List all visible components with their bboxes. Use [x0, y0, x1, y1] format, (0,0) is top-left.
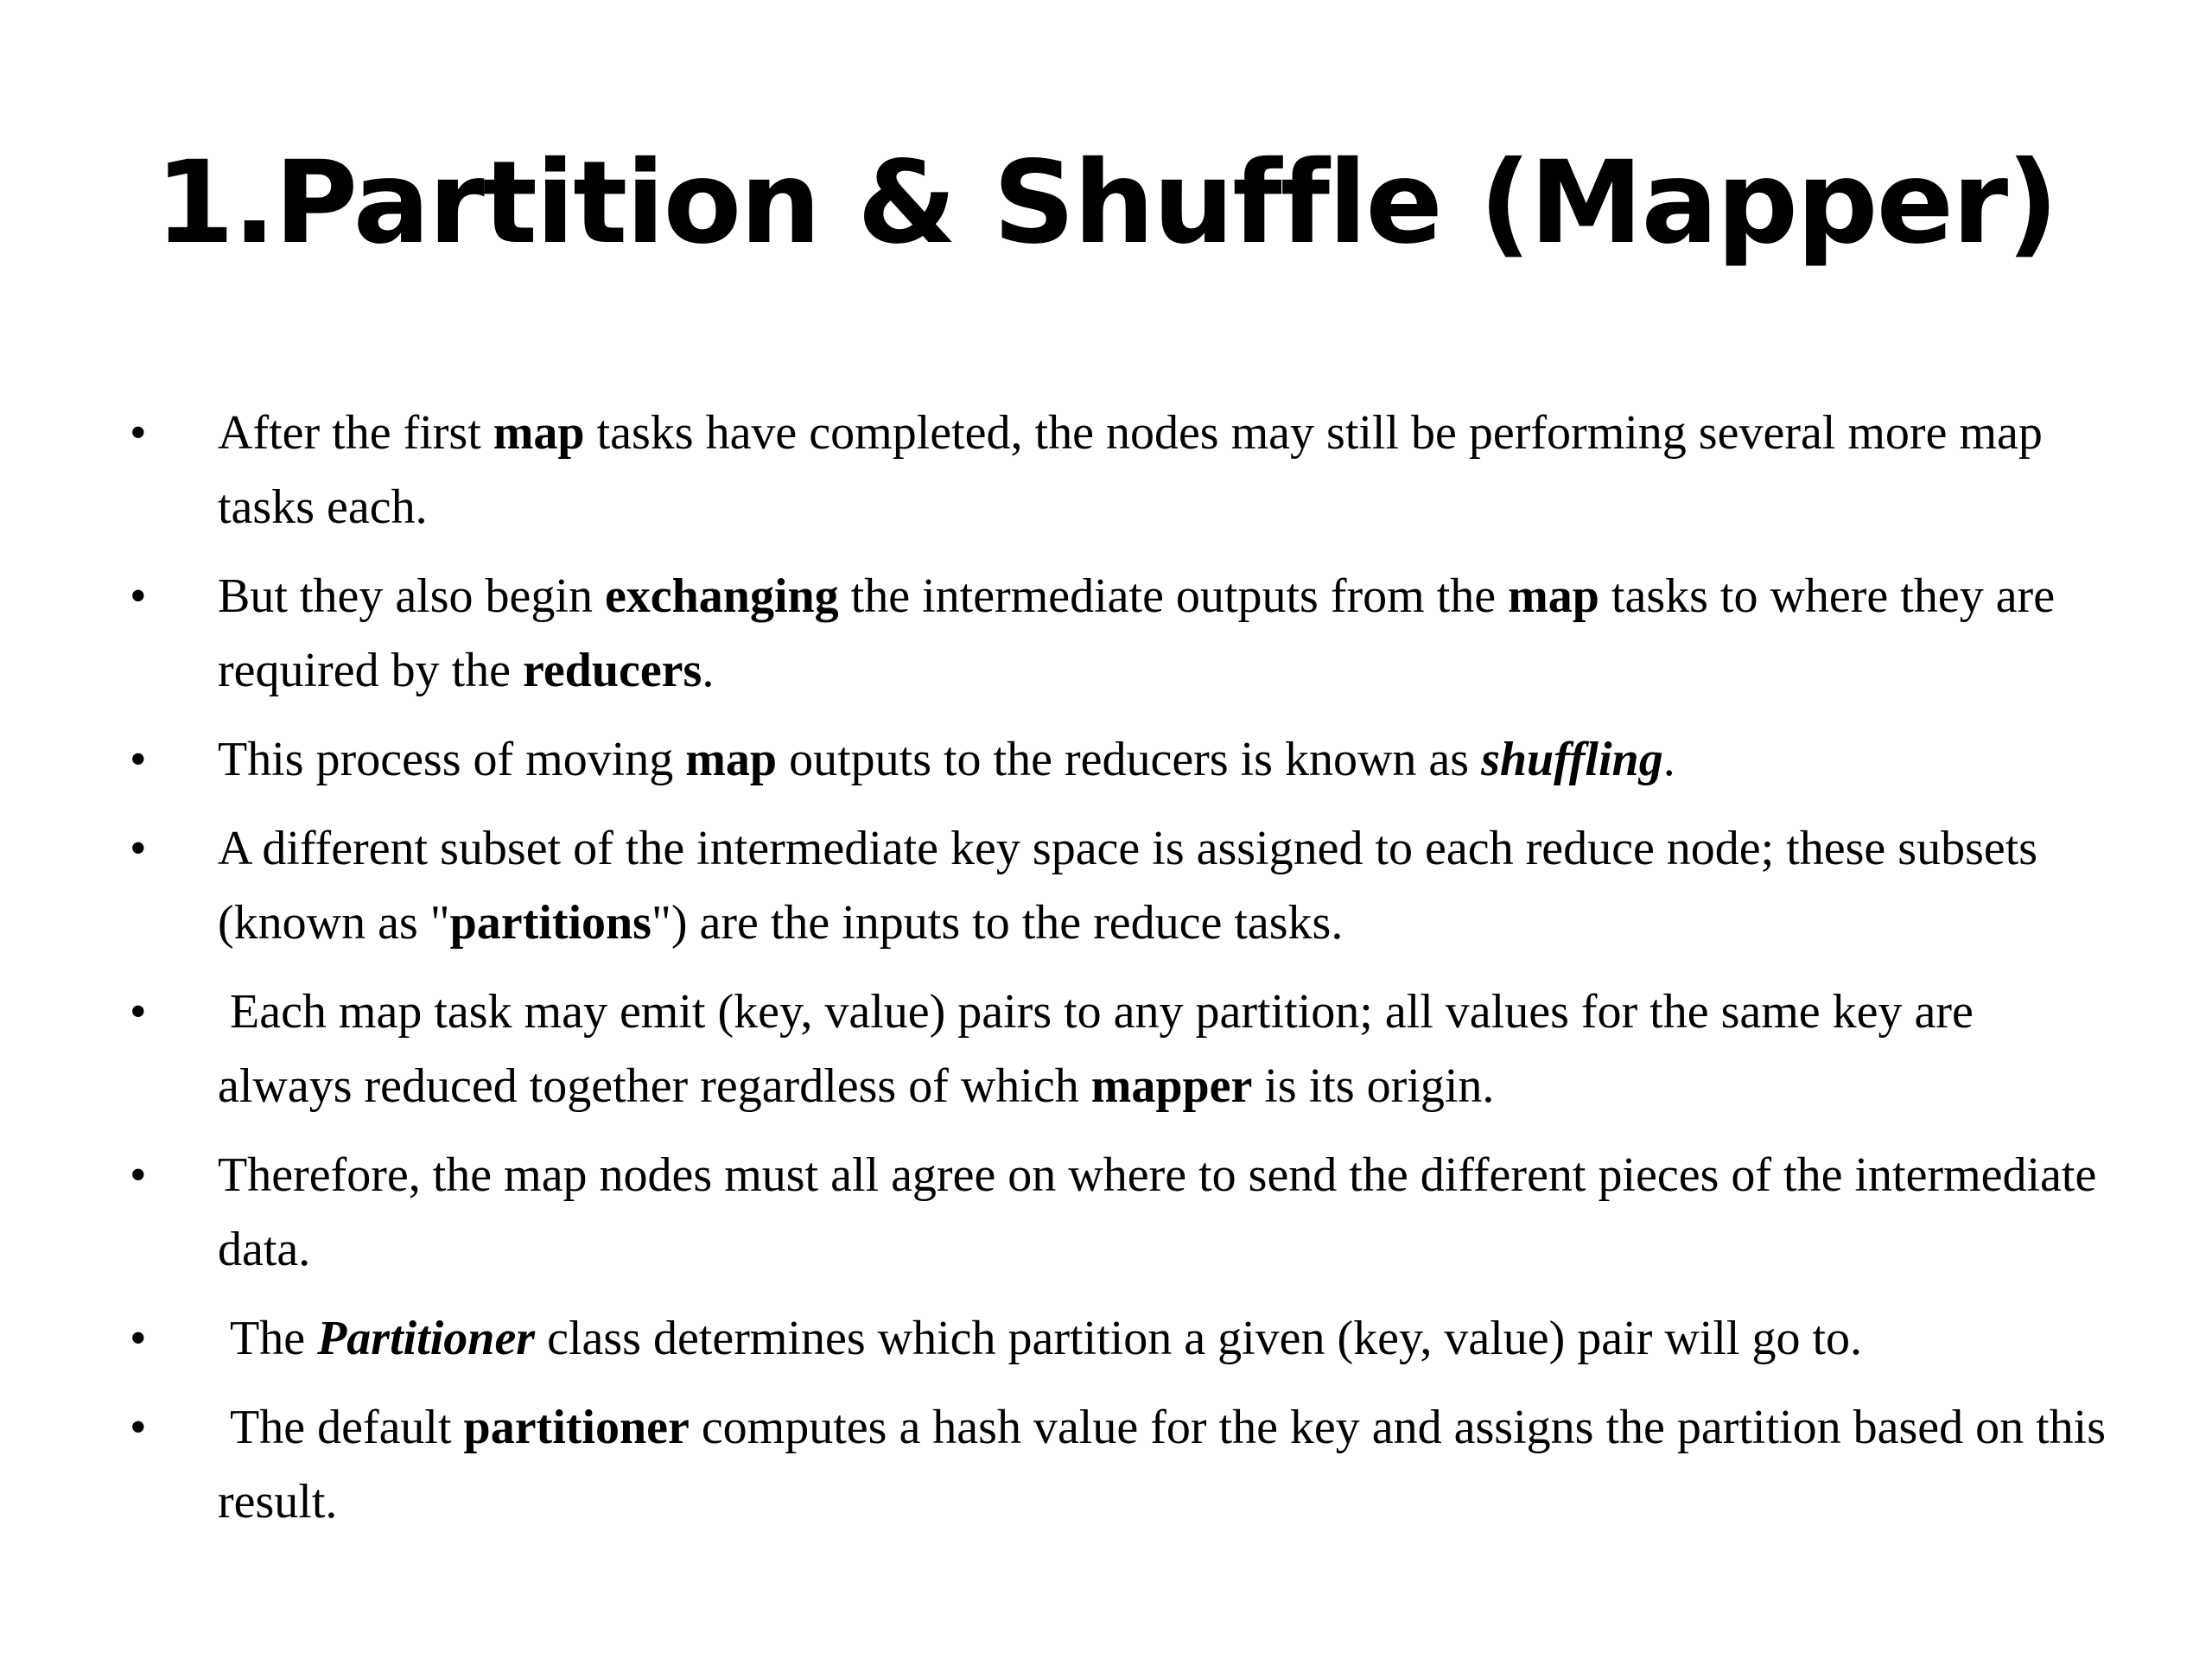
bullet-dot-icon: • [130, 406, 147, 460]
text-segment: mapper [1090, 1059, 1253, 1113]
text-segment: outputs to the reducers is known as [777, 733, 1482, 786]
bullet-text [218, 733, 1675, 786]
slide-title: 1.Partition & Shuffle (Mapper) [155, 137, 2057, 270]
text-segment: Each map task may emit (key, value) pairs to any partition; all values for the same key are always reduced together regardless of which [218, 985, 1986, 1113]
text-segment: tasks to where they are required by the [218, 569, 2056, 697]
text-segment: But they also begin [218, 569, 605, 623]
list-item [130, 396, 2117, 544]
list-item [130, 722, 2117, 797]
text-segment: computes a hash value for the key and assigns the partition based on this result. [218, 1401, 2107, 1529]
text-segment: map [1508, 569, 1599, 623]
list-item [130, 1138, 2117, 1287]
bullet-text [218, 985, 1986, 1113]
text-segment: A different subset of the intermediate key space is assigned to each reduce node; these subsets (known as " [218, 822, 2038, 950]
text-segment: . [1662, 733, 1675, 786]
bullet-text [218, 1312, 1862, 1365]
text-segment: After the first [218, 406, 493, 460]
text-segment: . [702, 644, 715, 697]
text-segment: The default [218, 1401, 464, 1454]
bullet-dot-icon: • [130, 985, 147, 1039]
text-segment: is its origin. [1252, 1059, 1495, 1113]
bullet-text [218, 1401, 2106, 1529]
text-segment: Partitioner [317, 1312, 536, 1365]
list-item [130, 811, 2117, 960]
text-segment: tasks have completed, the nodes may still be performing several more map tasks each. [218, 406, 2043, 534]
text-segment: exchanging [604, 569, 839, 623]
bullet-dot-icon: • [130, 822, 147, 875]
bullet-list [130, 396, 2117, 1554]
text-segment: ") are the inputs to the reduce tasks. [651, 896, 1344, 950]
text-segment: partitions [449, 896, 652, 950]
text-segment: The [218, 1312, 318, 1365]
list-item [130, 559, 2117, 708]
list-item [130, 1390, 2117, 1539]
bullet-text [218, 406, 2043, 534]
list-item [130, 1301, 2117, 1376]
bullet-dot-icon: • [130, 1401, 147, 1454]
text-segment: map [493, 406, 585, 460]
text-segment: This process of moving [218, 733, 686, 786]
list-item [130, 975, 2117, 1123]
text-segment: class determines which partition a given (key, value) pair will go to. [535, 1312, 1863, 1365]
text-segment: the intermediate outputs from the [838, 569, 1509, 623]
text-segment: Therefore, the map nodes must all agree on where to send the different pieces of the intermediate data. [218, 1148, 2097, 1276]
text-segment: map [685, 733, 778, 786]
text-segment: reducers [522, 644, 702, 697]
bullet-text [218, 569, 2055, 697]
text-segment: shuffling [1481, 733, 1663, 786]
bullet-dot-icon: • [130, 569, 147, 623]
bullet-text [218, 1148, 2096, 1276]
text-segment: partitioner [463, 1401, 690, 1454]
bullet-dot-icon: • [130, 1148, 147, 1202]
bullet-dot-icon: • [130, 733, 147, 786]
bullet-text [218, 822, 2037, 950]
bullet-dot-icon: • [130, 1312, 147, 1365]
